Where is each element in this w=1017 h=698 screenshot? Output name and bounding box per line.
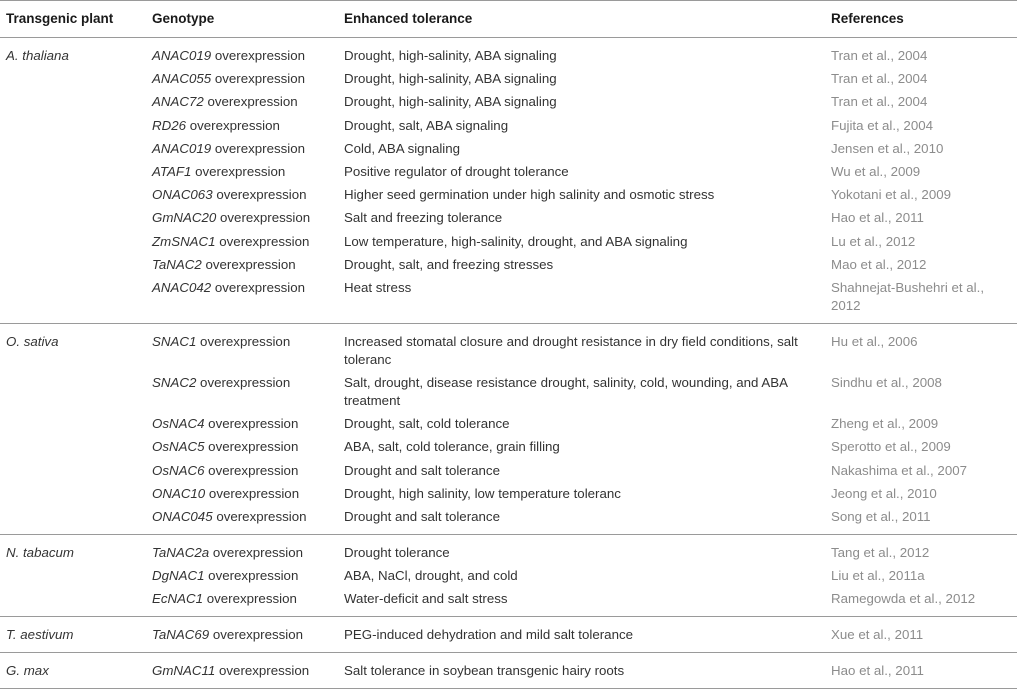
plant-cell bbox=[0, 230, 146, 253]
gene-name: OsNAC6 bbox=[152, 462, 205, 478]
plant-cell bbox=[0, 588, 146, 617]
table-row bbox=[0, 505, 1017, 534]
reference-link[interactable]: Shahnejat-Bushehri et al., 2012 bbox=[825, 276, 1017, 323]
gene-name: DgNAC1 bbox=[152, 568, 205, 584]
tolerance-cell: Drought, high-salinity, ABA signaling bbox=[344, 48, 557, 63]
plant-cell bbox=[0, 137, 146, 160]
gene-name: ANAC019 bbox=[152, 48, 212, 63]
header-references: References bbox=[825, 1, 1017, 38]
plant-cell bbox=[0, 565, 146, 588]
plant-cell: G. max bbox=[0, 653, 146, 689]
plant-cell bbox=[0, 253, 146, 276]
table-row bbox=[0, 253, 1017, 276]
genotype-cell bbox=[146, 114, 338, 137]
tolerance-cell: Positive regulator of drought tolerance bbox=[344, 163, 569, 179]
genotype-suffix: overexpression bbox=[216, 509, 307, 524]
reference-link[interactable]: Fujita et al., 2004 bbox=[831, 117, 934, 133]
table-row bbox=[0, 160, 1017, 183]
genotype-suffix: overexpression bbox=[214, 279, 306, 295]
tolerance-cell: Drought, high-salinity, ABA signaling bbox=[344, 71, 557, 87]
gene-name: GmNAC20 bbox=[152, 210, 217, 226]
genotype-cell bbox=[146, 482, 338, 505]
gene-name: TaNAC2 bbox=[152, 256, 202, 272]
gene-name: SNAC1 bbox=[152, 333, 197, 349]
header-genotype: Genotype bbox=[146, 1, 338, 38]
gene-name: RD26 bbox=[152, 117, 186, 133]
plant-cell bbox=[0, 114, 146, 137]
genotype-suffix: overexpression bbox=[208, 568, 299, 584]
plant-cell: N. tabacum bbox=[6, 545, 74, 560]
genotype-cell bbox=[146, 371, 338, 412]
genotype-cell bbox=[146, 565, 338, 588]
gene-name: ANAC055 bbox=[152, 71, 212, 87]
reference-link[interactable]: Sperotto et al., 2009 bbox=[831, 439, 951, 455]
genotype-cell bbox=[146, 413, 338, 436]
reference-link[interactable]: Jeong et al., 2010 bbox=[831, 485, 937, 501]
genotype-suffix: overexpression bbox=[216, 187, 307, 203]
plant-cell bbox=[0, 482, 146, 505]
reference-link[interactable]: Hao et al., 2011 bbox=[825, 653, 1017, 689]
plant-cell bbox=[0, 371, 146, 412]
tolerance-cell: Salt and freezing tolerance bbox=[344, 210, 503, 226]
reference-link[interactable]: Ramegowda et al., 2012 bbox=[825, 588, 1017, 617]
genotype-cell bbox=[146, 617, 338, 653]
table-row bbox=[0, 323, 1017, 371]
genotype-suffix: overexpression bbox=[214, 71, 306, 87]
reference-link[interactable]: Tran et al., 2004 bbox=[831, 94, 928, 110]
genotype-cell bbox=[146, 535, 338, 565]
genotype-suffix: overexpression bbox=[214, 48, 306, 63]
genotype-suffix: overexpression bbox=[207, 94, 298, 110]
table-row bbox=[0, 276, 1017, 323]
genotype-cell bbox=[146, 230, 338, 253]
plant-cell: O. sativa bbox=[6, 333, 59, 349]
table-row bbox=[0, 459, 1017, 482]
plant-cell bbox=[0, 436, 146, 459]
table-row bbox=[0, 482, 1017, 505]
gene-name: ONAC045 bbox=[152, 509, 213, 524]
genotype-suffix: overexpression bbox=[200, 333, 291, 349]
genotype-cell bbox=[146, 323, 338, 371]
reference-link[interactable]: Tang et al., 2012 bbox=[831, 545, 930, 560]
genotype-cell bbox=[146, 436, 338, 459]
table-row bbox=[0, 436, 1017, 459]
reference-link[interactable]: Hu et al., 2006 bbox=[831, 333, 918, 349]
tolerance-cell: Salt, drought, disease resistance drought, salinity, cold, wounding, and ABA treatment bbox=[344, 375, 788, 409]
tolerance-cell: Drought, salt, cold tolerance bbox=[344, 416, 510, 432]
gene-name: SNAC2 bbox=[152, 375, 197, 391]
genotype-cell bbox=[146, 253, 338, 276]
reference-link[interactable]: Liu et al., 2011a bbox=[831, 568, 925, 584]
reference-link[interactable]: Hao et al., 2011 bbox=[831, 210, 924, 226]
tolerance-cell: Higher seed germination under high salinity and osmotic stress bbox=[344, 187, 715, 203]
header-transgenic-plant: Transgenic plant bbox=[0, 1, 146, 38]
genotype-suffix: overexpression bbox=[212, 545, 304, 560]
tolerance-cell: Drought, high-salinity, ABA signaling bbox=[344, 94, 557, 110]
table-row bbox=[0, 413, 1017, 436]
genotype-cell bbox=[146, 505, 338, 534]
genotype-suffix: overexpression bbox=[208, 416, 299, 432]
tolerance-cell: PEG-induced dehydration and mild salt tolerance bbox=[338, 617, 825, 653]
table-row bbox=[0, 207, 1017, 230]
table-row bbox=[0, 565, 1017, 588]
reference-link[interactable]: Mao et al., 2012 bbox=[831, 256, 927, 272]
gene-name: TaNAC69 bbox=[152, 627, 210, 643]
tolerance-cell: ABA, salt, cold tolerance, grain filling bbox=[344, 439, 560, 455]
genotype-suffix: overexpression bbox=[189, 117, 280, 133]
genotype-cell bbox=[146, 68, 338, 91]
genotype-suffix: overexpression bbox=[195, 163, 286, 179]
tolerance-cell: Drought, salt, ABA signaling bbox=[344, 117, 509, 133]
table-body bbox=[0, 38, 1017, 689]
plant-cell bbox=[0, 276, 146, 323]
genotype-suffix: overexpression bbox=[219, 233, 310, 249]
tolerance-cell: ABA, NaCl, drought, and cold bbox=[344, 568, 518, 584]
table-row bbox=[0, 114, 1017, 137]
genotype-cell bbox=[146, 207, 338, 230]
reference-link[interactable]: Sindhu et al., 2008 bbox=[831, 375, 942, 391]
gene-name: EcNAC1 bbox=[152, 591, 203, 607]
gene-name: ONAC10 bbox=[152, 485, 206, 501]
gene-name: OsNAC4 bbox=[152, 416, 205, 432]
genotype-cell bbox=[146, 160, 338, 183]
gene-name: ANAC72 bbox=[152, 94, 204, 110]
table-header bbox=[0, 1, 1017, 38]
table-row bbox=[0, 184, 1017, 207]
genotype-suffix: overexpression bbox=[208, 485, 300, 501]
gene-name: ONAC063 bbox=[152, 187, 213, 203]
reference-link[interactable]: Jensen et al., 2010 bbox=[831, 140, 944, 156]
reference-link[interactable]: Tran et al., 2004 bbox=[831, 48, 928, 63]
genotype-cell bbox=[146, 137, 338, 160]
tolerance-cell: Drought, salt, and freezing stresses bbox=[344, 256, 554, 272]
plant-cell bbox=[0, 459, 146, 482]
genotype-cell bbox=[146, 653, 338, 689]
tolerance-cell: Drought and salt tolerance bbox=[344, 462, 500, 478]
gene-name: ANAC042 bbox=[152, 279, 212, 295]
genotype-suffix: overexpression bbox=[200, 375, 291, 391]
header-enhanced-tolerance: Enhanced tolerance bbox=[338, 1, 825, 38]
reference-link[interactable]: Song et al., 2011 bbox=[825, 505, 1017, 534]
tolerance-cell: Salt tolerance in soybean transgenic hairy roots bbox=[338, 653, 825, 689]
table-row bbox=[0, 91, 1017, 114]
plant-cell bbox=[0, 505, 146, 534]
tolerance-cell: Heat stress bbox=[338, 276, 825, 323]
genotype-suffix: overexpression bbox=[220, 210, 311, 226]
plant-cell bbox=[0, 68, 146, 91]
reference-link[interactable]: Yokotani et al., 2009 bbox=[831, 187, 952, 203]
genotype-cell bbox=[146, 588, 338, 617]
table-row bbox=[0, 535, 1017, 565]
gene-name: ZmSNAC1 bbox=[152, 233, 216, 249]
reference-link[interactable]: Lu et al., 2012 bbox=[831, 233, 916, 249]
gene-name: ANAC019 bbox=[152, 140, 212, 156]
gene-name: TaNAC2a bbox=[152, 545, 210, 560]
gene-name: ATAF1 bbox=[152, 163, 192, 179]
tolerance-cell: Water-deficit and salt stress bbox=[338, 588, 825, 617]
table-row bbox=[0, 230, 1017, 253]
genotype-cell bbox=[146, 459, 338, 482]
plant-cell: T. aestivum bbox=[0, 617, 146, 653]
tolerance-cell: Increased stomatal closure and drought resistance in dry field conditions, salt toleranc bbox=[344, 333, 798, 367]
table-row bbox=[0, 137, 1017, 160]
table-row bbox=[0, 68, 1017, 91]
genotype-suffix: overexpression bbox=[205, 256, 296, 272]
plant-cell bbox=[0, 207, 146, 230]
reference-link[interactable]: Zheng et al., 2009 bbox=[831, 416, 939, 432]
gene-name: GmNAC11 bbox=[152, 663, 216, 679]
tolerance-cell: Drought tolerance bbox=[344, 545, 450, 560]
genotype-suffix: overexpression bbox=[208, 462, 299, 478]
tolerance-cell: Drought and salt tolerance bbox=[338, 505, 825, 534]
plant-cell bbox=[0, 160, 146, 183]
reference-link[interactable]: Xue et al., 2011 bbox=[825, 617, 1017, 653]
genotype-suffix: overexpression bbox=[219, 663, 310, 679]
tolerance-cell: Low temperature, high-salinity, drought, and ABA signaling bbox=[344, 233, 688, 249]
reference-link[interactable]: Wu et al., 2009 bbox=[831, 163, 921, 179]
gene-name: OsNAC5 bbox=[152, 439, 205, 455]
genotype-suffix: overexpression bbox=[212, 627, 304, 643]
genotype-cell bbox=[146, 38, 338, 68]
table-row bbox=[0, 371, 1017, 412]
table-row bbox=[0, 588, 1017, 617]
genotype-suffix: overexpression bbox=[214, 140, 306, 156]
genotype-cell bbox=[146, 91, 338, 114]
plant-cell bbox=[0, 91, 146, 114]
genotype-cell bbox=[146, 276, 338, 323]
table-row bbox=[0, 653, 1017, 689]
tolerance-cell: Drought, high salinity, low temperature toleranc bbox=[344, 485, 621, 501]
reference-link[interactable]: Nakashima et al., 2007 bbox=[831, 462, 968, 478]
header-row bbox=[0, 1, 1017, 38]
genotype-cell bbox=[146, 184, 338, 207]
tolerance-cell: Cold, ABA signaling bbox=[344, 140, 461, 156]
plant-cell: A. thaliana bbox=[6, 48, 69, 63]
plant-cell bbox=[0, 184, 146, 207]
reference-link[interactable]: Tran et al., 2004 bbox=[831, 71, 928, 87]
table-row bbox=[0, 38, 1017, 68]
genotype-suffix: overexpression bbox=[208, 439, 299, 455]
table-row bbox=[0, 617, 1017, 653]
genotype-suffix: overexpression bbox=[206, 591, 297, 607]
plant-cell bbox=[0, 413, 146, 436]
